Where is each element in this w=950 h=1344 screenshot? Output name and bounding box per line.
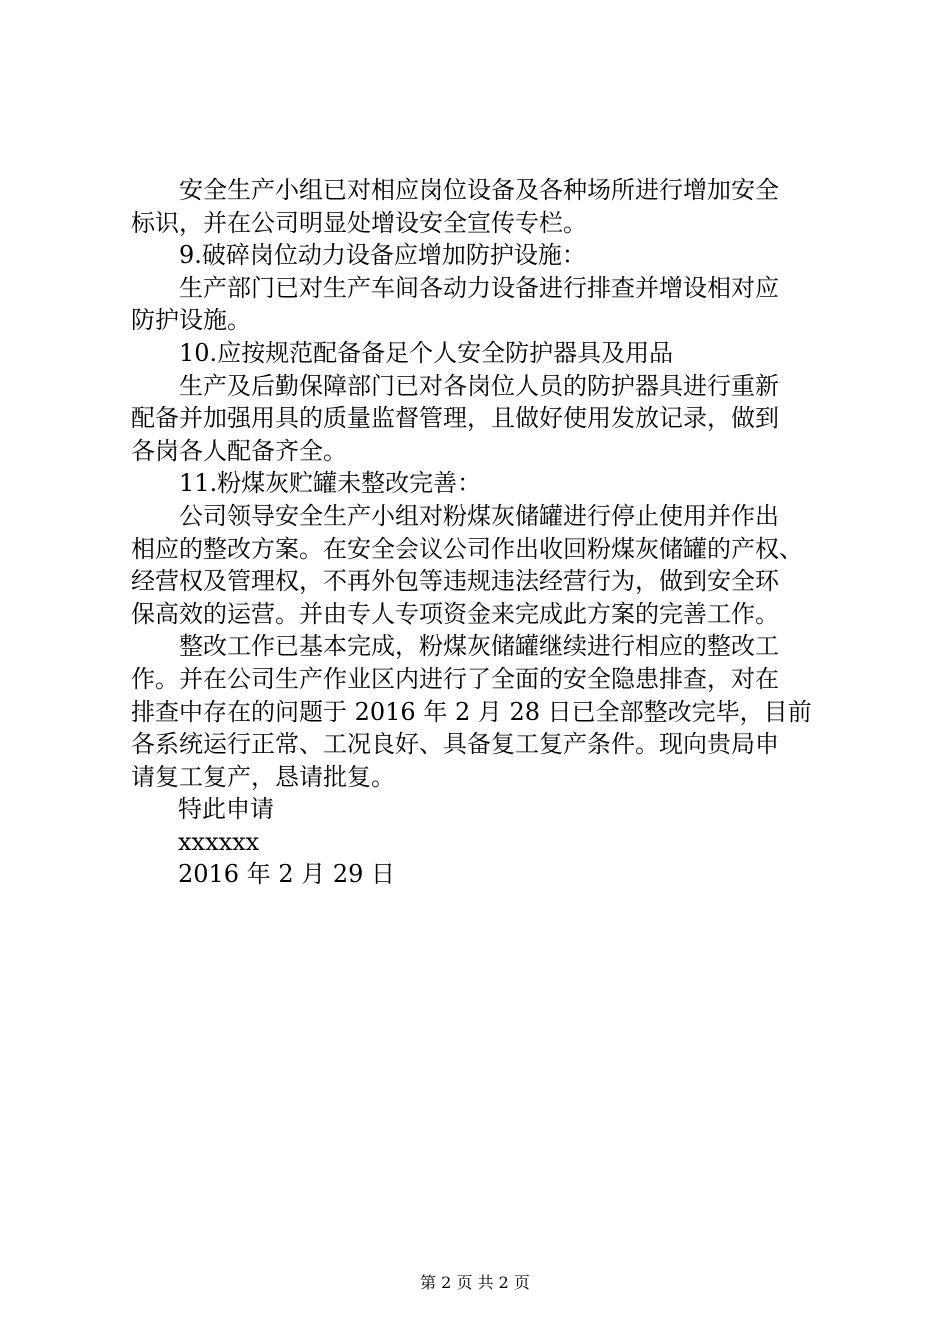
paragraph-line: 排查中存在的问题于 2016 年 2 月 28 日已全部整改完毕，目前 [131,697,812,726]
paragraph-line: 经营权及管理权，不再外包等违规违法经营行为，做到安全环 [131,567,779,596]
page-footer: 第 2 页 共 2 页 [420,1273,530,1292]
paragraph-line: 作。并在公司生产作业区内进行了全面的安全隐患排查，对在 [131,664,779,693]
paragraph-line: 请复工复产，恳请批复。 [131,762,395,791]
paragraph-line: 保高效的运营。并由专人专项资金来完成此方案的完善工作。 [131,599,779,628]
paragraph-line: 防护设施。 [131,306,251,335]
document-body [131,174,831,891]
section-heading: 10.应按规范配备备足个人安全防护器具及用品 [131,338,674,367]
signer-name: xxxxxx [178,827,260,856]
section-heading: 9.破碎岗位动力设备应增加防护设施： [131,241,586,270]
paragraph-line: 安全生产小组已对相应岗位设备及各种场所进行增加安全 [131,176,779,204]
paragraph-line: 配备并加强用具的质量监督管理，且做好使用发放记录，做到 [131,404,779,433]
paragraph-line: 公司领导安全生产小组对粉煤灰储罐进行停止使用并作出 [131,501,779,530]
signature-date: 2016 年 2 月 29 日 [178,860,396,889]
paragraph-line: 生产部门已对生产车间各动力设备进行排查并增设相对应 [131,273,779,302]
paragraph-line: 相应的整改方案。在安全会议公司作出收回粉煤灰储罐的产权、 [131,534,803,563]
paragraph-line: 各系统运行正常、工况良好、具备复工复产条件。现向贵局申 [131,730,779,759]
closing-text: 特此申请 [178,795,274,824]
paragraph-line: 各岗各人配备齐全。 [131,436,347,465]
paragraph-line: 整改工作已基本完成，粉煤灰储罐继续进行相应的整改工 [131,632,779,661]
paragraph-line: 标识，并在公司明显处增设安全宣传专栏。 [131,208,587,237]
section-heading: 11.粉煤灰贮罐未整改完善： [131,469,482,498]
paragraph-line: 生产及后勤保障部门已对各岗位人员的防护器具进行重新 [131,371,779,400]
